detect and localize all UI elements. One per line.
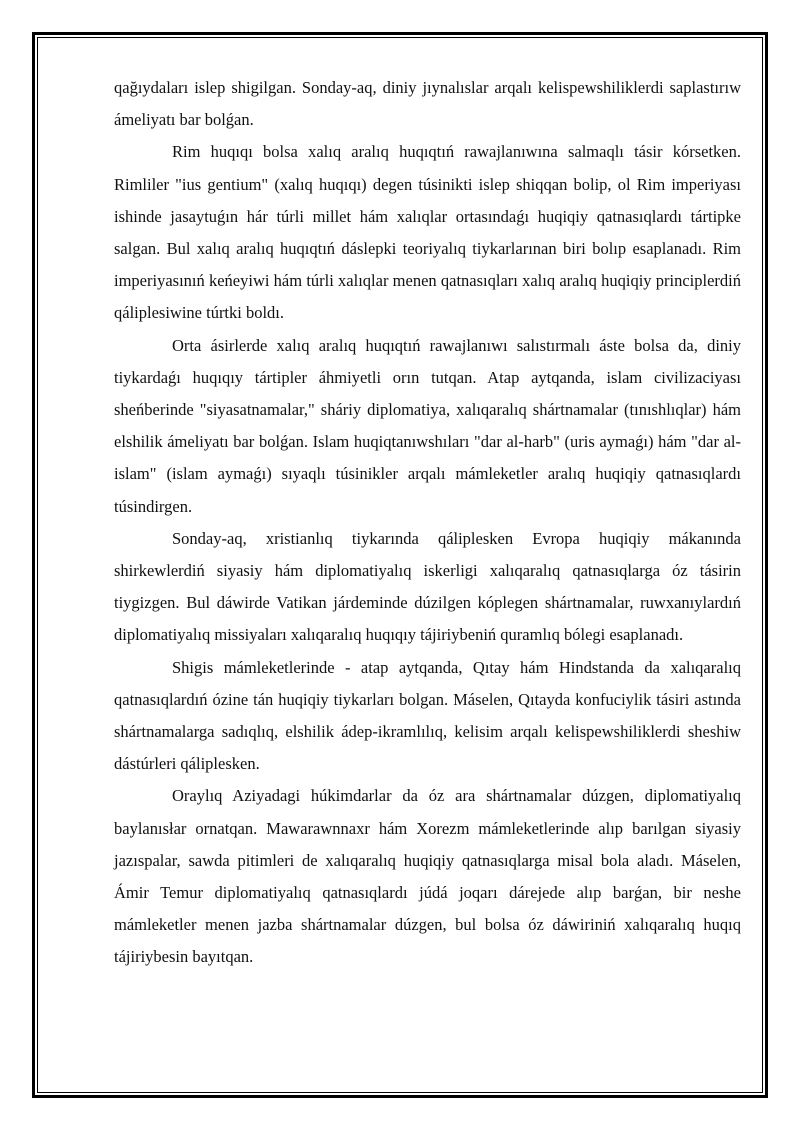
paragraph-4: Sonday-aq, xristianlıq tiykarında qáliplesken Evropa huqiqiy mákanında shirkewlerdiń siyasiy hám diplomatiyalıq iskerligi xalıqaralıq qatnasıqlarga óz tásirin tiygizgen. Bul dáwirde Vatikan járdeminde dúzilgen kóplegen shártnamalar, ruwxanıylardıń diplomatiyalıq missiyaları xalıqaralıq huqıqıy tájiriybeniń quramlıq bólegi esaplanadı. xyxy=(114,528,741,645)
document-body xyxy=(114,72,741,974)
paragraph-5: Shigis mámleketlerinde - atap aytqanda, Qıtay hám Hindstanda da xalıqaralıq qatnasıqlardıń ózine tán huqiqiy tiykarları bolgan. Máselen, Qıtayda konfuciylik tásiri astında shártnamalarga sadıqlıq, elshilik ádep-ikramlılıq, kelisim arqalı kelispewshiliklerdi sheshiw dástúrleri qáliplesken. xyxy=(114,657,741,774)
paragraph-3: Orta ásirlerde xalıq aralıq huqıqtıń rawajlanıwı salıstırmalı áste bolsa da, diniy tiykardaǵı huqıqıy tártipler áhmiyetli orın tutqan. Atap aytqanda, islam civilizaciyası sheńberinde "siyasatnamalar," sháriy diplomatiya, xalıqaralıq shártnamalar (tınıshlıqlar) hám elshilik ámeliyatı bar bolǵan. Islam huqiqtanıwshıları "dar al-harb" (uris aymaǵı) hám "dar al-islam" (islam aymaǵı) sıyaqlı túsinikler arqalı mámleketler aralıq huqiqiy qatnasıqlardı túsindirgen. xyxy=(114,335,741,516)
paragraph-6: Oraylıq Aziyadagi húkimdarlar da óz ara shártnamalar dúzgen, diplomatiyalıq baylanısłar ornatqan. Mawarawnnaxr hám Xorezm mámleketlerinde alıp barılgan siyasiy jazıspalar, sawda pitimleri de xalıqaralıq huqiqiy qatnasıqlarga misal bola aladı. Máselen, Ámir Temur diplomatiyalıq qatnasıqlardı júdá joqarı dárejede alıp barǵan, bir neshe mámleketler menen jazba shártnamalar dúzgen, bul bolsa óz dáwiriniń xalıqaralıq huqıq tájiriybesin bayıtqan. xyxy=(114,786,741,967)
paragraph-2: Rim huqıqı bolsa xalıq aralıq huqıqtıń rawajlanıwına salmaqlı tásir kórsetken. Rimliler "ius gentium" (xalıq huqıqı) degen túsinikti islep shiqqan bolip, ol Rim imperiyası ishinde jasaytuǵın hár túrli millet hám xalıqlar ortasındaǵı huqiqiy qatnasıqlardı tártipke salgan. Bul xalıq aralıq huqıqtıń dáslepki teoriyalıq tiykarlarınan biri bolıp esaplanadı. Rim imperiyasınıń keńeyiwi hám túrli xalıqlar menen qatnasıqları xalıq aralıq huqiqiy principlerdiń qáliplesiwine túrtki boldı. xyxy=(114,142,741,323)
paragraph-1: qağıydaları islep shigilgan. Sonday-aq, diniy jıynalıslar arqalı kelispewshiliklerdi saplastırıw ámeliyatı bar bolǵan. xyxy=(114,78,741,130)
